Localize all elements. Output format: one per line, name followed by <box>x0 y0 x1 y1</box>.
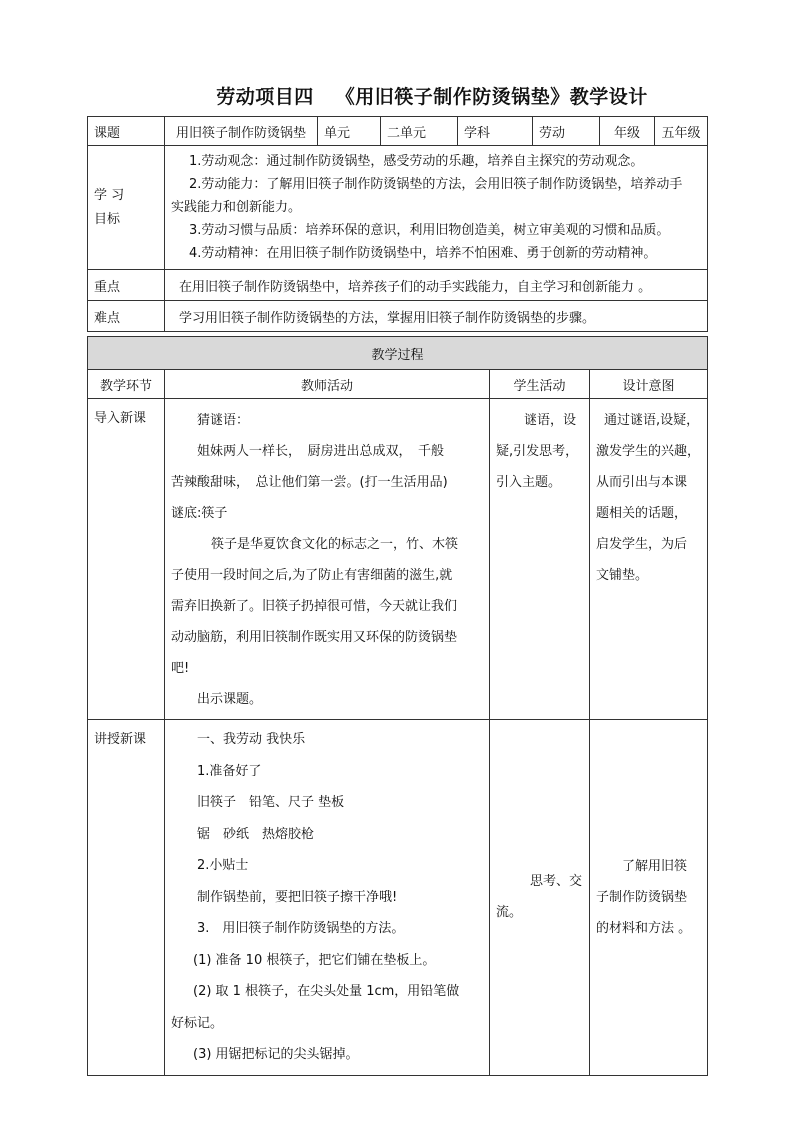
design-line: 启发学生，为后 <box>596 537 688 552</box>
design-line: 激发学生的兴趣， <box>596 444 701 459</box>
page-title <box>0 82 794 109</box>
topic-label: 课题 <box>88 117 165 146</box>
process-row-new-lesson <box>88 720 708 1076</box>
teacher-activity-intro <box>165 399 490 720</box>
student-line: 疑,引发思考， <box>496 444 579 459</box>
stage-intro: 导入新课 <box>88 399 165 720</box>
goal-item: 2.劳动能力：了解用旧筷子制作防烫锅垫的方法，会用旧筷子制作防烫锅垫，培养动手 <box>189 177 683 192</box>
grade-value: 五年级 <box>655 117 708 146</box>
lesson-info-table <box>87 116 708 332</box>
header-teacher: 教师活动 <box>165 370 490 399</box>
difficulty-label: 难点 <box>88 301 165 332</box>
goals-label <box>88 146 165 270</box>
design-line: 文铺垫。 <box>596 568 649 583</box>
teacher-line: 旧筷子 铅笔、尺子 垫板 <box>197 795 345 810</box>
teacher-line: 制作锅垫前，要把旧筷子擦干净哦! <box>197 889 398 905</box>
stage-new-lesson: 讲授新课 <box>88 720 165 1076</box>
student-activity-intro <box>490 399 590 720</box>
teacher-line: 猜谜语： <box>197 413 250 428</box>
goals-label-line1: 学 习 <box>94 187 125 203</box>
teacher-line: 一、我劳动 我快乐 <box>197 732 306 747</box>
topic-value: 用旧筷子制作防烫锅垫 <box>165 117 318 146</box>
design-line: 题相关的话题， <box>596 506 688 521</box>
goals-row <box>88 146 708 270</box>
goal-item: 1.劳动观念：通过制作防烫锅垫，感受劳动的乐趣，培养自主探究的劳动观念。 <box>189 154 644 169</box>
goal-item-cont: 实践能力和创新能力。 <box>171 200 302 215</box>
student-line: 思考、交 <box>530 874 583 890</box>
teacher-line: 姐妹两人一样长， 厨房进出总成双， 千般 <box>197 444 445 459</box>
student-line: 谜语，设 <box>524 413 577 428</box>
design-line: 的材料和方法 。 <box>596 920 692 936</box>
process-header-row <box>88 370 708 399</box>
teacher-line: 1.准备好了 <box>197 763 262 779</box>
teacher-line: 3. 用旧筷子制作防烫锅垫的方法。 <box>197 921 405 936</box>
title-lesson: 《用旧筷子制作防烫锅垫》教学设计 <box>335 86 648 108</box>
teaching-process-table <box>87 336 708 1076</box>
key-label: 重点 <box>88 270 165 301</box>
header-student: 学生活动 <box>490 370 590 399</box>
difficulty-row <box>88 301 708 332</box>
key-row <box>88 270 708 301</box>
unit-value: 二单元 <box>381 117 458 146</box>
design-line: 了解用旧筷 <box>622 858 688 874</box>
subject-value: 劳动 <box>533 117 600 146</box>
teacher-line: (2) 取 1 根筷子，在尖头处量 1cm，用铅笔做 <box>193 984 460 999</box>
student-activity-new-lesson <box>490 720 590 1076</box>
title-project: 劳动项目四 <box>216 86 314 108</box>
goals-list <box>165 146 708 270</box>
goal-item: 3.劳动习惯与品质：培养环保的意识，利用旧物创造美，树立审美观的习惯和品质。 <box>189 223 670 238</box>
subject-label: 学科 <box>458 117 533 146</box>
unit-label: 单元 <box>318 117 381 146</box>
teacher-line: 好标记。 <box>171 1015 224 1031</box>
process-band-row <box>88 337 708 370</box>
teacher-line: 动动脑筋，利用旧筷制作既实用又环保的防烫锅垫 <box>171 630 458 645</box>
teacher-line: 出示课题。 <box>197 692 263 707</box>
student-line: 引入主题。 <box>496 475 562 490</box>
teacher-activity-new-lesson <box>165 720 490 1076</box>
difficulty-value: 学习用旧筷子制作防烫锅垫的方法，掌握用旧筷子制作防烫锅垫的步骤。 <box>165 301 708 332</box>
goal-item: 4.劳动精神：在用旧筷子制作防烫锅垫中，培养不怕困难、勇于创新的劳动精神。 <box>189 246 657 261</box>
teacher-line: 吧! <box>171 661 190 676</box>
teacher-line: 筷子是华夏饮食文化的标志之一，竹、木筷 <box>211 537 459 552</box>
teacher-line: 2.小贴士 <box>197 858 249 873</box>
design-line: 从而引出与本课 <box>596 475 688 490</box>
grade-label: 年级 <box>600 117 655 146</box>
header-stage: 教学环节 <box>88 370 165 399</box>
teacher-line: (3) 用锯把标记的尖头锯掉。 <box>193 1047 359 1062</box>
teacher-line: 苦辣酸甜味， 总让他们第一尝。(打一生活用品) <box>171 475 448 490</box>
teacher-line: 谜底:筷子 <box>171 506 228 521</box>
design-intent-intro <box>590 399 708 720</box>
teacher-line: 锯 砂纸 热熔胶枪 <box>197 826 315 842</box>
student-line: 流。 <box>496 905 523 921</box>
teacher-line: (1) 准备 10 根筷子，把它们铺在垫板上。 <box>193 952 436 968</box>
design-intent-new-lesson <box>590 720 708 1076</box>
topic-row <box>88 117 708 146</box>
key-value: 在用旧筷子制作防烫锅垫中，培养孩子们的动手实践能力，自主学习和创新能力 。 <box>165 270 708 301</box>
process-row-intro <box>88 399 708 720</box>
design-line: 子制作防烫锅垫 <box>596 889 688 905</box>
teacher-line: 需弃旧换新了。旧筷子扔掉很可惜，今天就让我们 <box>171 599 458 614</box>
goals-label-line2: 目标 <box>94 211 121 227</box>
teacher-line: 子使用一段时间之后,为了防止有害细菌的滋生,就 <box>171 568 453 583</box>
design-line: 通过谜语,设疑， <box>604 413 700 428</box>
process-band: 教学过程 <box>88 337 708 370</box>
header-design: 设计意图 <box>590 370 708 399</box>
